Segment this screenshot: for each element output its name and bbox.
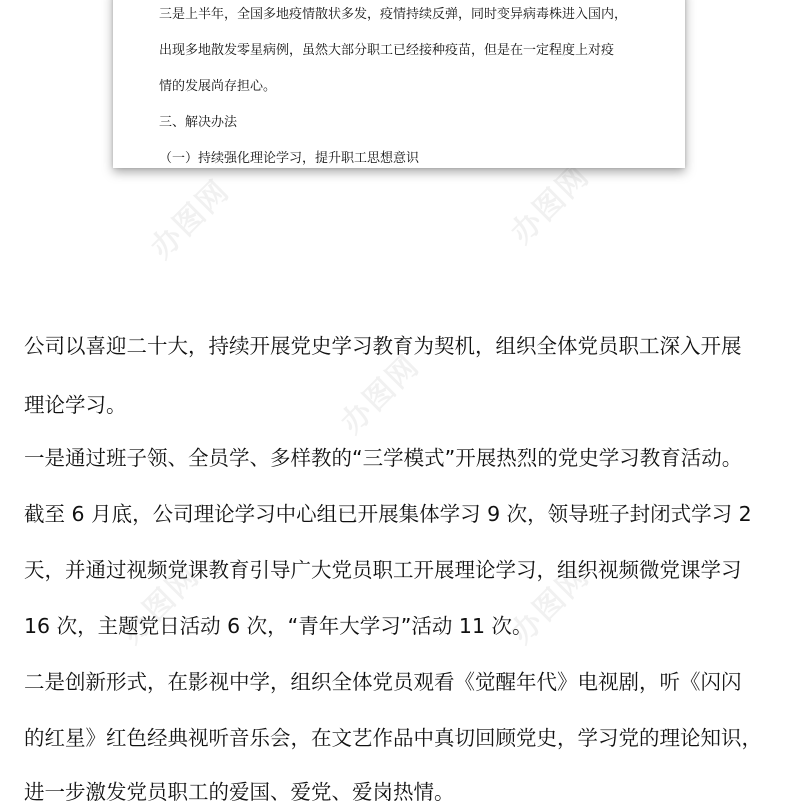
article-line: 一是通过班子领、全员学、多样教的“三学模式”开展热烈的党史学习教育活动。 (24, 446, 743, 470)
document-preview-card (113, 0, 685, 168)
watermark-text: 办图网 (144, 173, 237, 266)
article-line: 公司以喜迎二十大，持续开展党史学习教育为契机，组织全体党员职工深入开展 (24, 334, 742, 358)
article-line: 天，并通过视频党课教育引导广大党员职工开展理论学习，组织视频微党课学习 (24, 558, 742, 582)
article-line: 截至 6 月底，公司理论学习中心组已开展集体学习 9 次，领导班子封闭式学习 2 (24, 502, 752, 526)
article-line: 16 次，主题党日活动 6 次，“青年大学习”活动 11 次。 (24, 614, 533, 638)
preview-subheading: （一）持续强化理论学习，提升职工思想意识 (159, 151, 420, 166)
article-line: 理论学习。 (24, 393, 127, 417)
article-line: 二是创新形式，在影视中学，组织全体党员观看《觉醒年代》电视剧，听《闪闪 (24, 670, 742, 694)
article-line: 的红星》红色经典视听音乐会，在文艺作品中真切回顾党史，学习党的理论知识， (24, 726, 762, 750)
watermark-text: 办图网 (504, 558, 597, 651)
preview-line: 三是上半年，全国多地疫情散状多发，疫情持续反弹，同时变异病毒株进入国内， (159, 7, 628, 22)
preview-section-heading: 三、解决办法 (159, 115, 238, 130)
article-line: 进一步激发党员职工的爱国、爱党、爱岗热情。 (24, 780, 455, 804)
watermark-text: 办图网 (504, 158, 597, 251)
preview-line: 出现多地散发零星病例，虽然大部分职工已经接种疫苗，但是在一定程度上对疫 (159, 43, 615, 58)
watermark-text: 办图网 (334, 348, 427, 441)
watermark-text: 办图网 (114, 558, 207, 651)
preview-line: 情的发展尚存担心。 (159, 79, 277, 94)
